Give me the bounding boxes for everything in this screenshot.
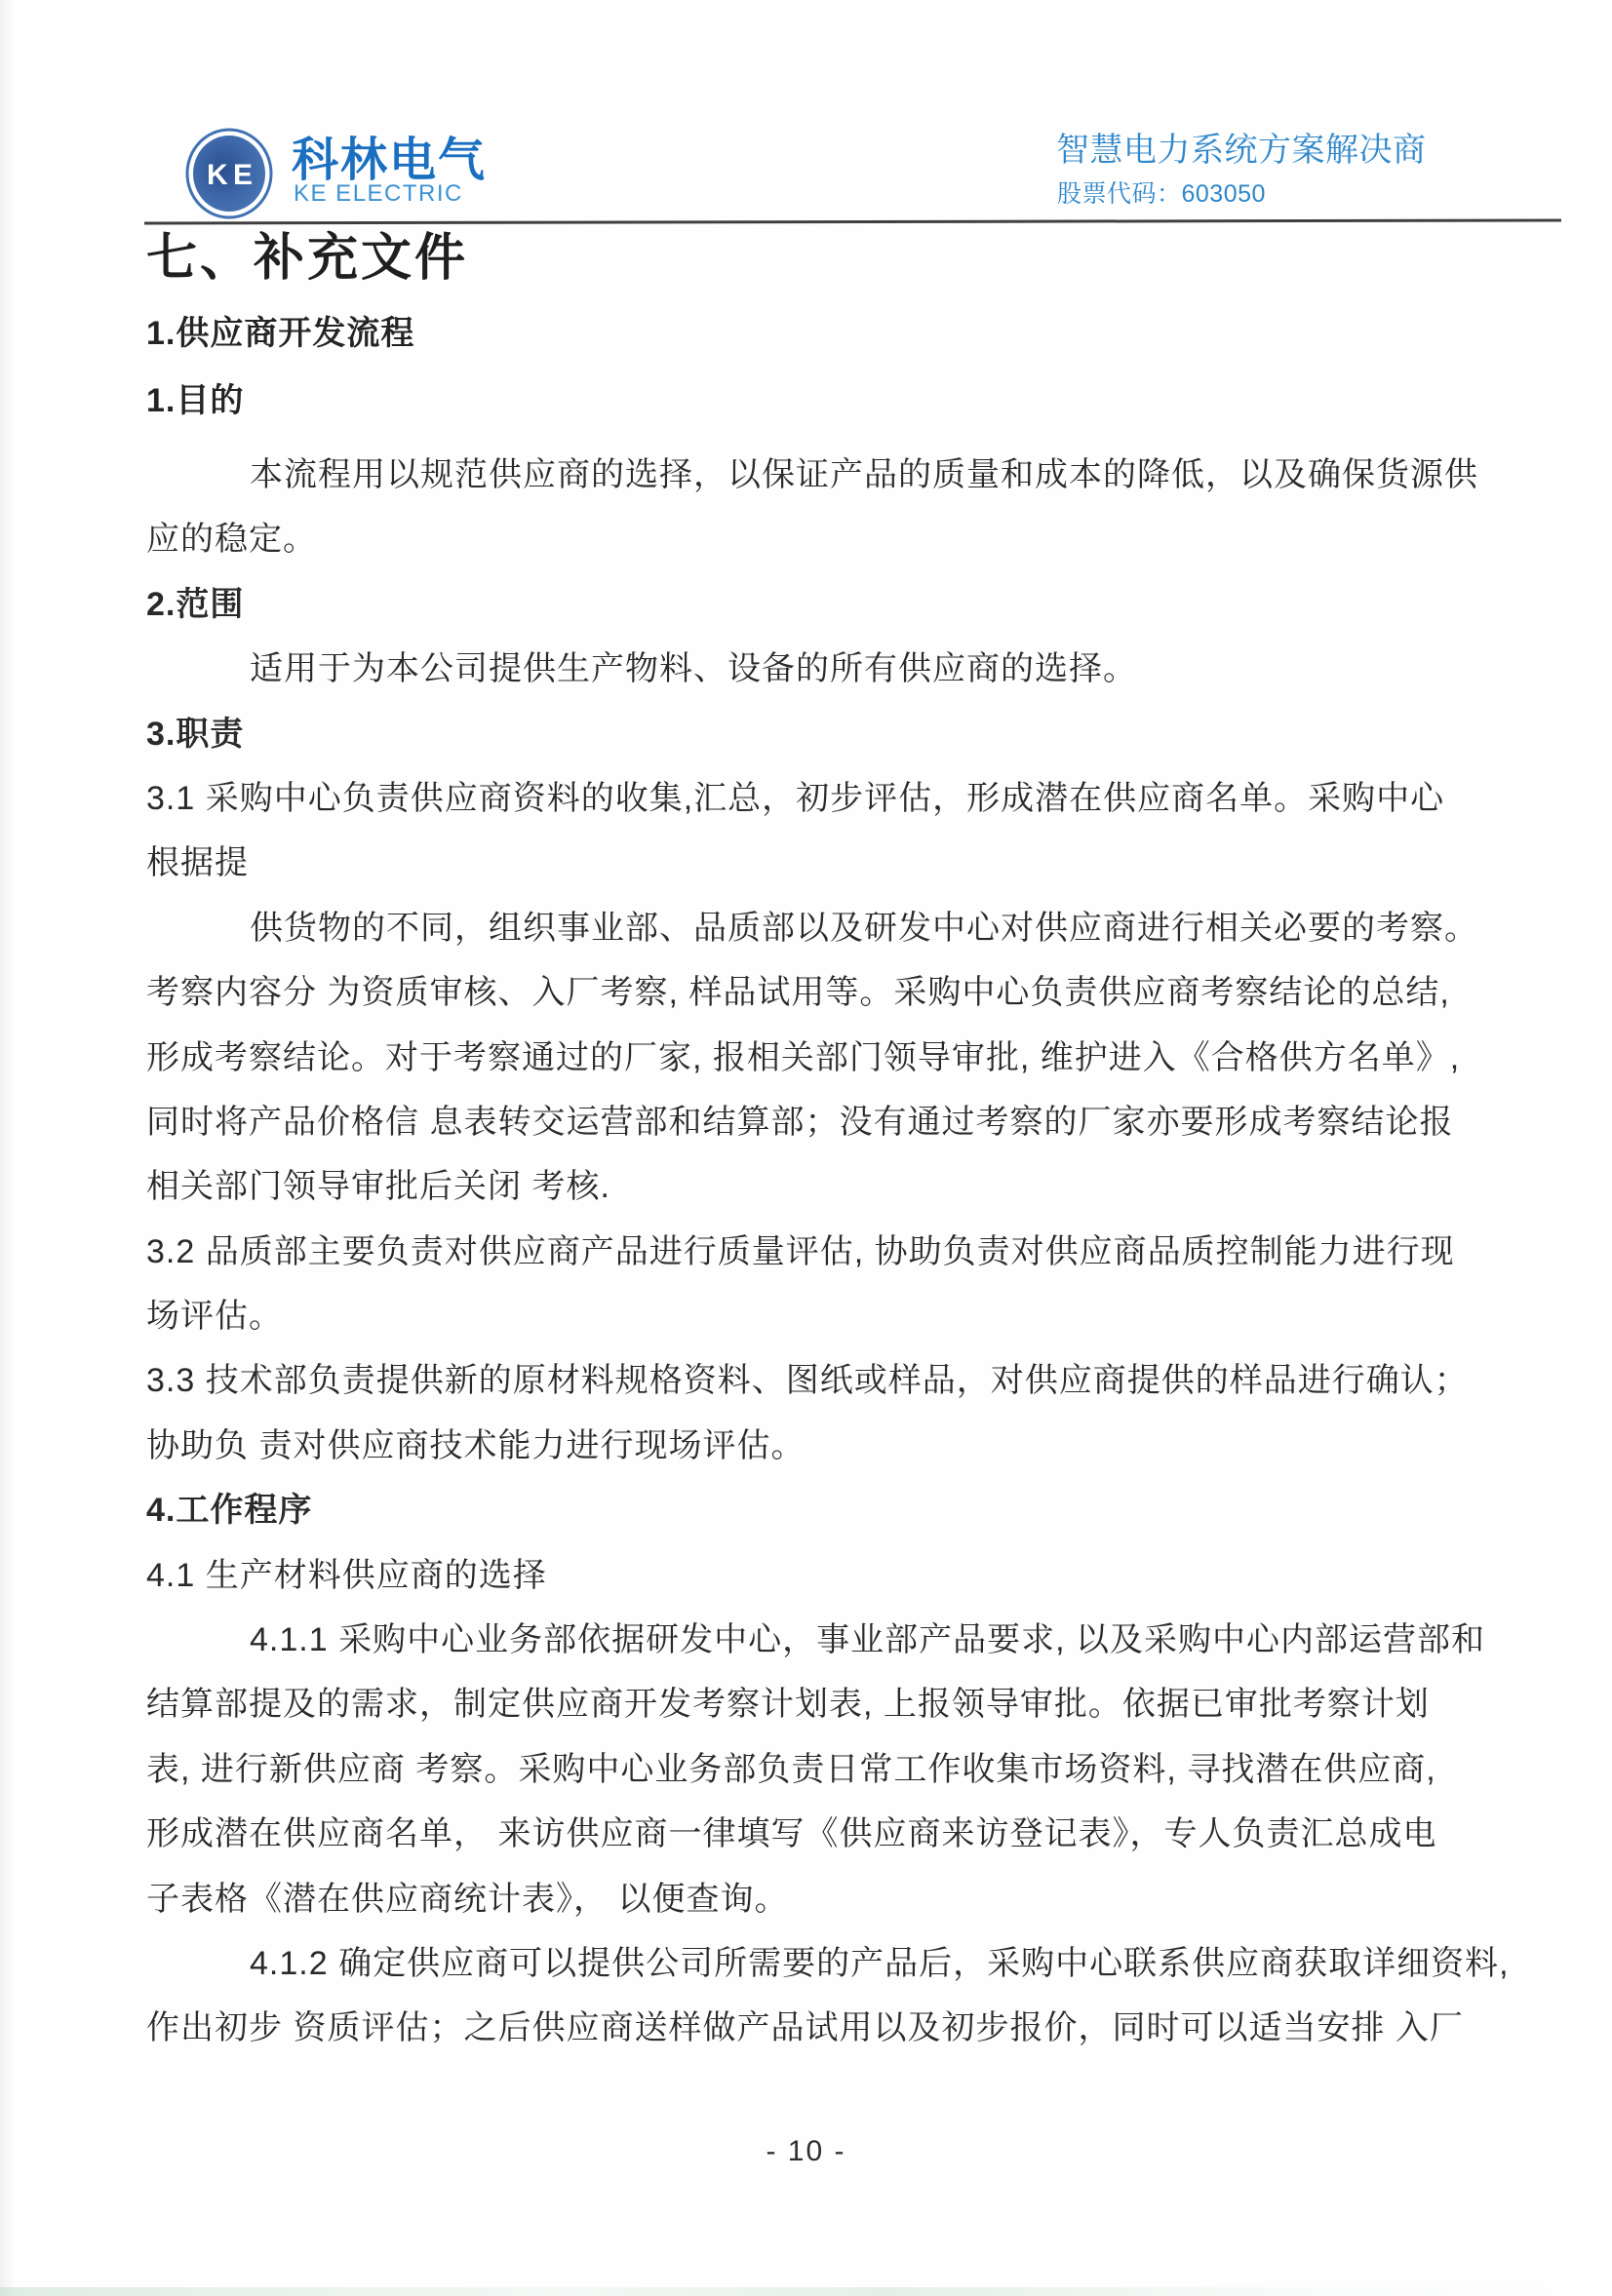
- document-line: 形成潜在供应商名单， 来访供应商一律填写《供应商来访登记表》，专人负责汇总成电: [146, 1815, 1437, 1853]
- document-line: 结算部提及的需求，制定供应商开发考察计划表, 上报领导审批。依据已审批考察计划: [146, 1686, 1430, 1724]
- document-line: 4.1 生产材料供应商的选择: [146, 1556, 547, 1594]
- header-divider: [144, 218, 1561, 224]
- logo-monogram: KE: [207, 159, 252, 191]
- brand-name-cn: 科林电气: [292, 135, 488, 186]
- document-subtitle-1: 1.供应商开发流程: [146, 315, 415, 352]
- company-logo-icon: [184, 128, 274, 219]
- document-line: 子表格《潜在供应商统计表》， 以便查询。: [146, 1880, 789, 1918]
- document-line: 形成考察结论。对于考察通过的厂家, 报相关部门领导审批, 维护进入《合格供方名单》,: [146, 1038, 1461, 1076]
- header-slogan: 智慧电力系统方案解决商: [1056, 132, 1427, 169]
- document-line: 3.职责: [146, 715, 245, 753]
- document-line: 2.范围: [146, 585, 245, 623]
- stock-code: 股票代码：603050: [1057, 180, 1266, 208]
- page-number: - 10 -: [766, 2135, 846, 2167]
- document-line: 3.2 品质部主要负责对供应商产品进行质量评估, 协助负责对供应商品质控制能力进行现: [146, 1232, 1455, 1270]
- document-line: 应的稳定。: [146, 521, 317, 559]
- scan-edge-artifact: [0, 0, 16, 2296]
- brand-name-en: KE ELECTRIC: [294, 180, 463, 207]
- document-subtitle-2: 1.目的: [146, 382, 245, 419]
- document-line: 表, 进行新供应商 考察。采购中心业务部负责日常工作收集市场资料, 寻找潜在供应商,: [146, 1750, 1436, 1788]
- document-line: 供货物的不同，组织事业部、品质部以及研发中心对供应商进行相关必要的考察。: [250, 909, 1478, 947]
- document-line: 3.1 采购中心负责供应商资料的收集,汇总，初步评估，形成潜在供应商名单。采购中心: [146, 779, 1445, 817]
- document-line: 场评估。: [146, 1298, 283, 1336]
- document-title: 七、补充文件: [146, 230, 469, 287]
- document-line: 3.3 技术部负责提供新的原材料规格资料、图纸或样品，对供应商提供的样品进行确认；: [146, 1362, 1469, 1400]
- document-line: 4.1.2 确定供应商可以提供公司所需要的产品后，采购中心联系供应商获取详细资料,: [250, 1944, 1510, 1982]
- scan-artifact-strip: [0, 2287, 1612, 2296]
- document-line: 4.工作程序: [146, 1492, 313, 1530]
- document-line: 4.1.1 采购中心业务部依据研发中心，事业部产品要求, 以及采购中心内部运营部和: [250, 1621, 1485, 1659]
- document-line: 适用于为本公司提供生产物料、设备的所有供应商的选择。: [250, 650, 1137, 688]
- document-line: 作出初步 资质评估；之后供应商送样做产品试用以及初步报价，同时可以适当安排 入厂: [146, 2009, 1464, 2047]
- document-line: 协助负 责对供应商技术能力进行现场评估。: [146, 1426, 806, 1464]
- document-line: 考察内容分 为资质审核、入厂考察, 样品试用等。采购中心负责供应商考察结论的总结,: [146, 974, 1450, 1012]
- document-line: 本流程用以规范供应商的选择，以保证产品的质量和成本的降低，以及确保货源供: [250, 456, 1478, 493]
- document-line: 根据提: [146, 844, 249, 882]
- document-line: 同时将产品价格信 息表转交运营部和结算部；没有通过考察的厂家亦要形成考察结论报: [146, 1103, 1454, 1141]
- document-line: 相关部门领导审批后关闭 考核.: [146, 1168, 610, 1206]
- document-body: [146, 443, 1531, 2061]
